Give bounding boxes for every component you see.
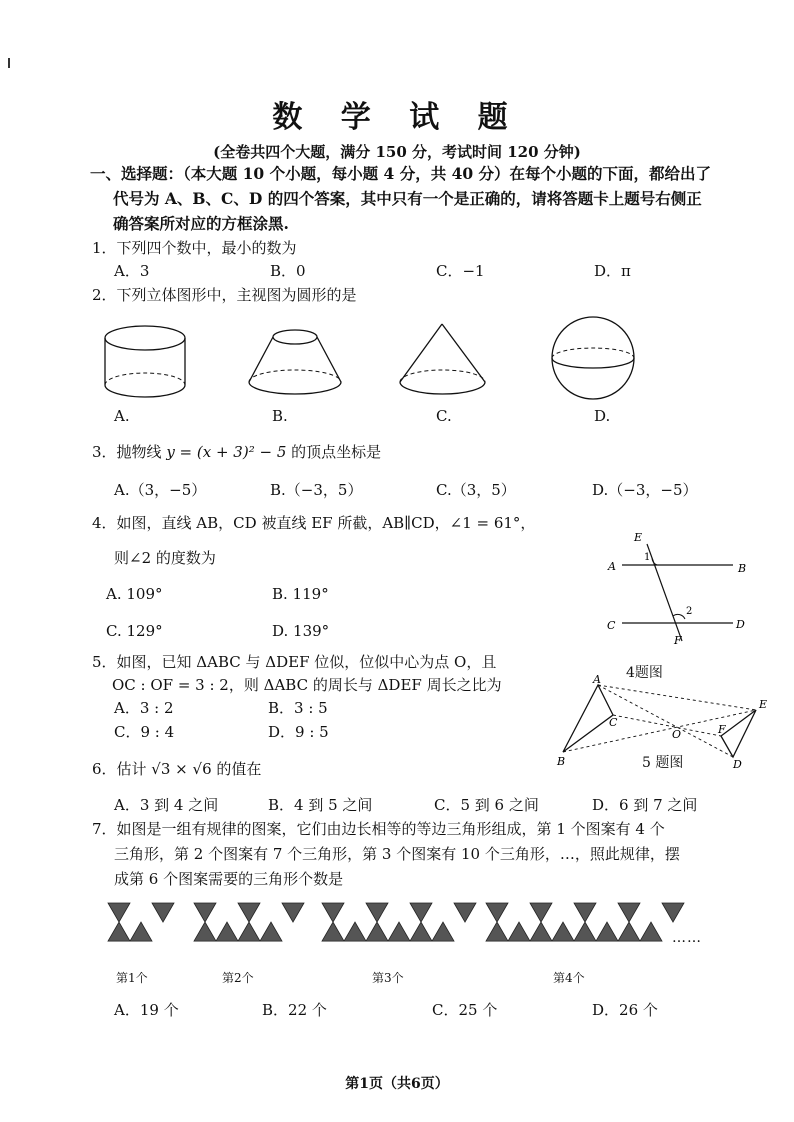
q7-pattern-3-triangle (366, 903, 388, 922)
q1-option-a: A．3 (114, 262, 150, 280)
question-5-stem-line1: 5．如图，已知 ΔABC 与 ΔDEF 位似，位似中心为点 O，且 (92, 653, 497, 671)
q5-option-a: A．3 : 2 (114, 699, 174, 717)
q7-pattern-4-triangle (618, 922, 640, 941)
question-6-stem: 6．估计 √3 × √6 的值在 (92, 760, 262, 778)
q7-pattern-3-triangle (366, 922, 388, 941)
q7-pattern-4-triangle (530, 903, 552, 922)
frustum-icon (245, 322, 345, 412)
section-heading-line2: 代号为 A、B、C、D 的四个答案，其中只有一个是正确的，请将答题卡上题号右侧正 (113, 189, 702, 208)
q4-label-c: C (607, 619, 616, 632)
question-7-stem-line2: 三角形，第 2 个图案有 7 个三角形，第 3 个图案有 10 个三角形，…，照此规律，摆 (114, 845, 680, 863)
q5-figure-caption: 5 题图 (642, 755, 684, 771)
q2-option-b: B. (272, 407, 288, 425)
q4-label-angle1: 1 (644, 552, 651, 563)
q4-figure-caption: 4题图 (626, 665, 663, 681)
q5-label-e: E (759, 698, 768, 711)
q7-pattern-4-triangle (574, 903, 596, 922)
q5-label-o: O (672, 728, 682, 741)
q4-option-c: C. 129° (106, 622, 163, 640)
q7-pattern-2-triangle (194, 922, 216, 941)
q3-stem-pre: 3．抛物线 (92, 443, 167, 461)
q3-option-a: A.（3，−5） (114, 481, 207, 499)
q3-option-c: C.（3，5） (436, 481, 516, 499)
q7-pattern-2-triangle (282, 903, 304, 922)
q3-stem-post: 的顶点坐标是 (286, 443, 382, 461)
q7-pattern-2-triangle (216, 922, 238, 941)
q7-pattern-4-triangle (508, 922, 530, 941)
q4-option-a: A. 109° (106, 585, 163, 603)
q7-option-b: B．22 个 (262, 1001, 327, 1019)
q7-pattern-4-triangle (662, 903, 684, 922)
q3-formula: y = (x + 3)² − 5 (166, 443, 287, 461)
q7-pattern-label-2: 第2个 (222, 971, 254, 985)
q7-pattern-2-triangle (194, 903, 216, 922)
q7-pattern-label-4: 第4个 (553, 971, 585, 985)
page-title: 数 学 试 题 (272, 100, 522, 135)
cylinder-icon (100, 320, 200, 410)
q7-pattern-label-1: 第1个 (116, 971, 148, 985)
q7-pattern-4-triangle (552, 922, 574, 941)
q7-pattern-3-triangle (322, 922, 344, 941)
q7-option-c: C．25 个 (432, 1001, 498, 1019)
q5-label-a: A (593, 673, 601, 686)
q7-pattern-4-triangle (486, 903, 508, 922)
section-heading-line3: 确答案所对应的方框涂黑. (113, 214, 289, 233)
q2-option-c: C. (436, 407, 452, 425)
q7-pattern-1-triangle (130, 922, 152, 941)
q7-pattern-1-triangle (152, 903, 174, 922)
question-2-stem: 2．下列立体图形中，主视图为圆形的是 (92, 286, 357, 304)
q7-pattern-3-triangle (388, 922, 410, 941)
q3-option-b: B.（−3，5） (270, 481, 363, 499)
q7-pattern-2-triangle (260, 922, 282, 941)
section-heading-line1: 一、选择题：（本大题 10 个小题，每小题 4 分，共 40 分）在每个小题的下面，都给出了 (90, 164, 712, 183)
question-4-stem-line2: 则∠2 的度数为 (114, 549, 216, 567)
q4-figure (600, 528, 760, 658)
q6-option-c: C．5 到 6 之间 (434, 796, 539, 814)
q7-pattern-2-triangle (238, 922, 260, 941)
question-1-stem: 1．下列四个数中，最小的数为 (92, 239, 297, 257)
q2-option-d: D. (594, 407, 611, 425)
q6-option-b: B．4 到 5 之间 (268, 796, 373, 814)
q5-label-f: F (718, 723, 726, 736)
q7-pattern-label-3: 第3个 (372, 971, 404, 985)
cone-icon (395, 322, 495, 412)
q5-option-d: D．9 : 5 (268, 723, 329, 741)
q7-pattern-2-triangle (238, 903, 260, 922)
q4-label-b: B (738, 562, 747, 575)
q7-pattern-4-triangle (486, 922, 508, 941)
q3-option-d: D.（−3，−5） (592, 481, 698, 499)
question-3-stem (92, 441, 381, 463)
q4-label-e: E (634, 531, 643, 544)
q1-option-c: C．−1 (436, 262, 485, 280)
question-7-stem-line1: 7．如图是一组有规律的图案，它们由边长相等的等边三角形组成，第 1 个图案有 4 个 (92, 820, 665, 838)
scan-mark (8, 58, 10, 68)
question-4-stem-line1: 4．如图，直线 AB，CD 被直线 EF 所截，AB∥CD，∠1 = 61°， (92, 514, 536, 532)
q5-label-d: D (733, 758, 742, 771)
q2-option-a: A. (114, 407, 130, 425)
q7-option-d: D．26 个 (592, 1001, 658, 1019)
q5-label-b: B (557, 755, 566, 768)
q4-option-b: B. 119° (272, 585, 329, 603)
q5-option-b: B．3 : 5 (268, 699, 328, 717)
q4-option-d: D. 139° (272, 622, 330, 640)
q7-option-a: A．19 个 (114, 1001, 179, 1019)
q7-pattern-3-triangle (410, 903, 432, 922)
q7-pattern-3-triangle (432, 922, 454, 941)
page-subtitle: (全卷共四个大题，满分 150 分，考试时间 120 分钟) (213, 143, 581, 161)
q4-label-d: D (736, 618, 745, 631)
q7-pattern-4-triangle (618, 903, 640, 922)
question-5-stem-line2: OC : OF = 3 : 2，则 ΔABC 的周长与 ΔDEF 周长之比为 (112, 676, 502, 694)
page-footer: 第1页（共6页） (345, 1076, 449, 1092)
q7-pattern-3-triangle (410, 922, 432, 941)
q7-pattern-4-triangle (530, 922, 552, 941)
q7-pattern-4-triangle (640, 922, 662, 941)
q7-ellipsis: …… (672, 930, 702, 946)
q6-option-d: D．6 到 7 之间 (592, 796, 698, 814)
q7-pattern-3-triangle (454, 903, 476, 922)
q4-label-angle2: 2 (686, 606, 693, 617)
q7-pattern-4-triangle (596, 922, 618, 941)
q6-option-a: A．3 到 4 之间 (114, 796, 219, 814)
q4-label-f: F (674, 634, 682, 647)
question-7-stem-line3: 成第 6 个图案需要的三角形个数是 (114, 870, 344, 888)
q1-option-d: D．π (594, 262, 631, 280)
q7-pattern-1-triangle (108, 903, 130, 922)
q4-label-a: A (608, 560, 616, 573)
q7-pattern-3-triangle (344, 922, 366, 941)
q1-option-b: B．0 (270, 262, 306, 280)
sphere-icon (550, 315, 640, 405)
q5-label-c: C (609, 716, 618, 729)
q5-option-c: C．9 : 4 (114, 723, 175, 741)
q7-pattern-1-triangle (108, 922, 130, 941)
q7-pattern-3-triangle (322, 903, 344, 922)
q7-pattern-4-triangle (574, 922, 596, 941)
